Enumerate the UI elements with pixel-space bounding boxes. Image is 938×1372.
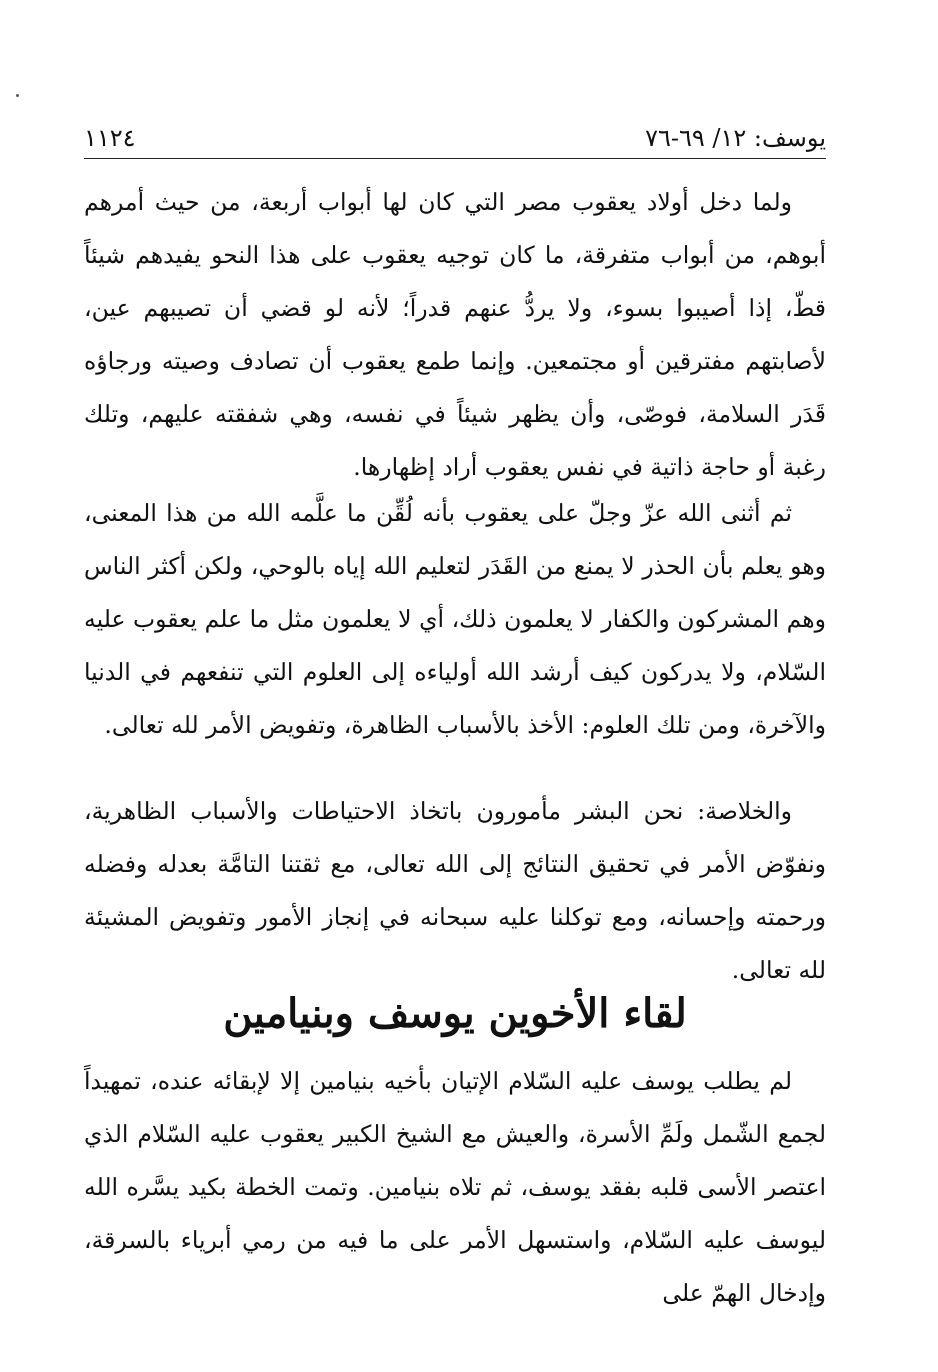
paragraph-1: [84, 176, 826, 494]
paragraph-text: ولما دخل أولاد يعقوب مصر التي كان لها أبواب أربعة، من حيث أمرهم أبوهم، من أبواب متفرقة، ما كان توجيه يعقوب على هذا النحو يفيدهم شيئاً قطّ، إذا أصيبوا بسوء، ولا يردُّ عنهم قدراً؛ لأنه لو قضي أن تصيبهم عين، لأصابتهم مفترقين أو مجتمعين. وإنما طمع يعقوب أن تصادف وصيته ورجاؤه قَدَر السلامة، فوصّى، وأن يظهر شيئاً في نفسه، وهي شفقته عليهم، وتلك رغبة أو حاجة ذاتية في نفس يعقوب أراد إظهارها.: [84, 188, 826, 481]
paragraph-text: لم يطلب يوسف عليه السّلام الإتيان بأخيه بنيامين إلا لإبقائه عنده، تمهيداً لجمع الشّمل ولَمِّ الأسرة، والعيش مع الشيخ الكبير يعقوب عليه السّلام الذي اعتصر الأسى قلبه بفقد يوسف، ثم تلاه بنيامين. وتمت الخطة بكيد يسَّره الله ليوسف عليه السّلام، واستسهل الأمر على ما فيه من رمي أبرياء بالسرقة، وإدخال الهمّ على: [84, 1067, 826, 1307]
paragraph-text: والخلاصة: نحن البشر مأمورون باتخاذ الاحتياطات والأسباب الظاهرية، ونفوّض الأمر في تحقيق النتائج إلى الله تعالى، مع ثقتنا التامَّة بعدله وفضله ورحمته وإحسانه، ومع توكلنا عليه سبحانه في إنجاز الأمور وتفويض المشيئة لله تعالى.: [84, 797, 826, 984]
scan-speck: [16, 94, 19, 97]
running-head: يوسف: ١٢/ ٦٩-٧٦: [645, 124, 826, 152]
paragraph-2: [84, 487, 826, 752]
section-heading: لقاء الأخوين يوسف وبنيامين: [223, 990, 687, 1037]
page-number: ١١٢٤: [84, 124, 136, 152]
paragraph-4: [84, 1055, 826, 1320]
page-header: [84, 118, 826, 159]
paragraph-text: ثم أثنى الله عزّ وجلّ على يعقوب بأنه لُقِّن ما علَّمه الله من هذا المعنى، وهو يعلم بأن الحذر لا يمنع من القَدَر لتعليم الله إياه بالوحي، ولكن أكثر الناس وهم المشركون والكفار لا يعلمون ذلك، أي لا يعلمون مثل ما علم يعقوب عليه السّلام، ولا يدركون كيف أرشد الله أولياءه إلى العلوم التي تنفعهم في الدنيا والآخرة، ومن تلك العلوم: الأخذ بالأسباب الظاهرة، وتفويض الأمر لله تعالى.: [84, 499, 826, 739]
paragraph-3: [84, 785, 826, 997]
